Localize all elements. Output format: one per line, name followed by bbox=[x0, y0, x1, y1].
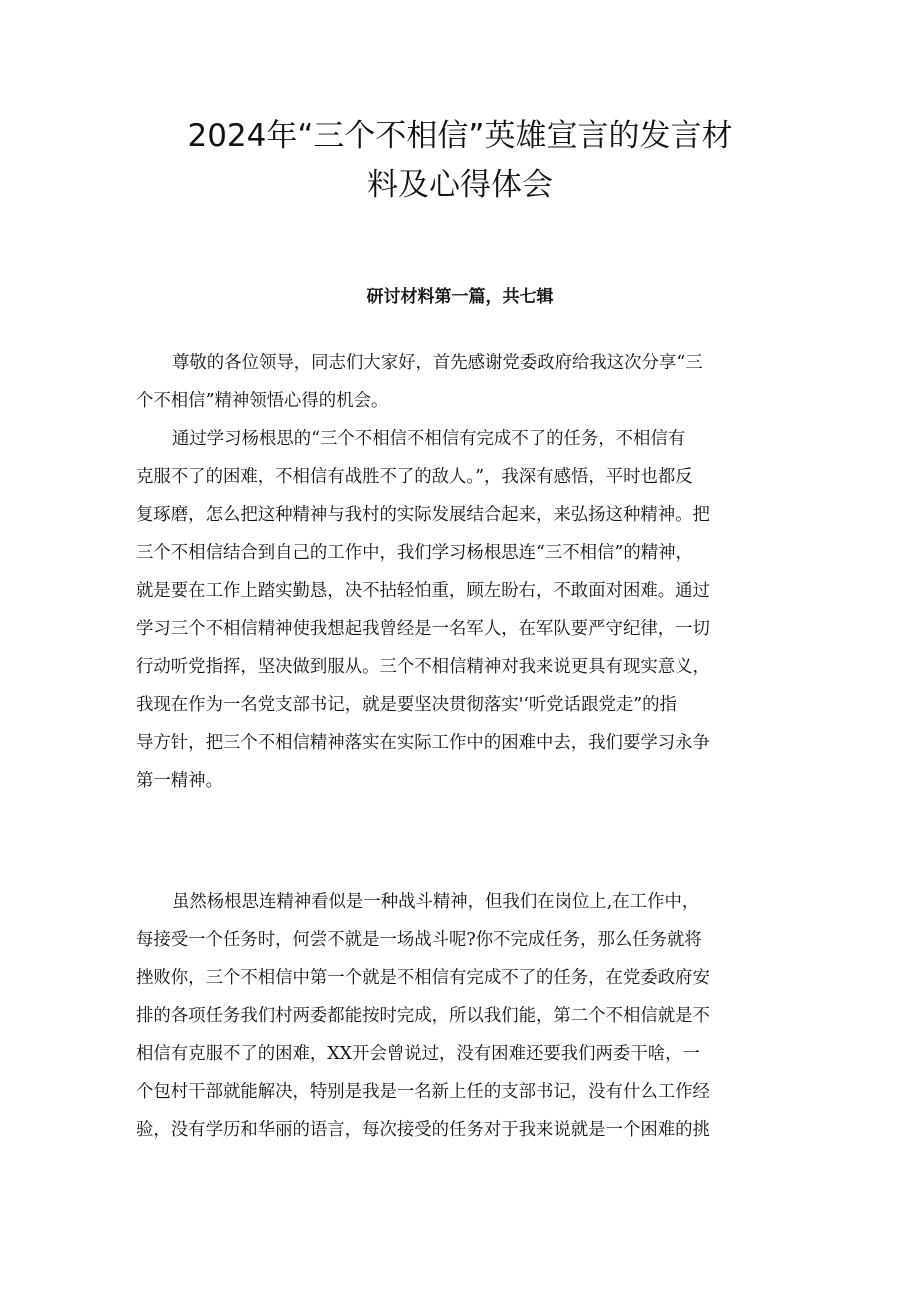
title-line: 2024年“三个不相信”英雄宣言的发言材 bbox=[187, 118, 733, 154]
text-line: 验，没有学历和华丽的语言，每次接受的任务对于我来说就是一个困难的挑 bbox=[136, 1120, 710, 1140]
text-line: 排的各项任务我们村两委都能按时完成，所以我们能，第二个不相信就是不 bbox=[136, 1006, 710, 1026]
title-line: 料及心得体会 bbox=[367, 167, 553, 203]
text-line: 克服不了的困难，不相信有战胜不了的敌人。”，我深有感悟，平时也都反 bbox=[136, 467, 693, 487]
document-subtitle: 研讨材料第一篇，共七辑 bbox=[366, 287, 554, 307]
text-line: 复琢磨，怎么把这种精神与我村的实际发展结合起来，来弘扬这种精神。把 bbox=[136, 505, 710, 525]
text-line: 尊敬的各位领导，同志们大家好，首先感谢党委政府给我这次分享“三 bbox=[172, 353, 703, 373]
text-line: 导方针，把三个不相信精神落实在实际工作中的困难中去，我们要学习永争 bbox=[136, 733, 710, 753]
text-line: 第一精神。 bbox=[136, 771, 223, 791]
text-line: 我现在作为一名党支部书记，就是要坚决贯彻落实'‘听党话跟党走”的指 bbox=[136, 695, 677, 715]
paragraph-2 bbox=[136, 420, 796, 800]
paragraph-1 bbox=[136, 344, 796, 420]
text-line: 虽然杨根思连精神看似是一种战斗精神，但我们在岗位上,在工作中， bbox=[172, 892, 700, 912]
text-line: 挫败你，三个不相信中第一个就是不相信有完成不了的任务，在党委政府安 bbox=[136, 968, 710, 988]
text-line: 个包村干部就能解决，特别是我是一名新上任的支部书记，没有什么工作经 bbox=[136, 1082, 710, 1102]
text-line: 相信有克服不了的困难，XX开会曾说过，没有困难还要我们两委干啥，一 bbox=[136, 1044, 700, 1064]
paragraph-3 bbox=[136, 883, 796, 1149]
text-line: 行动听党指挥，坚决做到服从。三个不相信精神对我来说更具有现实意义， bbox=[136, 657, 710, 677]
document-title bbox=[120, 112, 800, 210]
text-line: 就是要在工作上踏实勤恳，决不拈轻怕重，顾左盼右，不敢面对困难。通过 bbox=[136, 581, 710, 601]
text-line: 三个不相信结合到自己的工作中，我们学习杨根思连“三不相信”的精神， bbox=[136, 543, 693, 563]
text-line: 学习三个不相信精神使我想起我曾经是一名军人，在军队要严守纪律，一切 bbox=[136, 619, 710, 639]
text-line: 通过学习杨根思的“三个不相信不相信有完成不了的任务，不相信有 bbox=[172, 429, 686, 449]
text-line: 个不相信”精神领悟心得的机会。 bbox=[136, 391, 389, 411]
text-line: 每接受一个任务时，何尝不就是一场战斗呢?你不完成任务，那么任务就将 bbox=[136, 930, 702, 950]
